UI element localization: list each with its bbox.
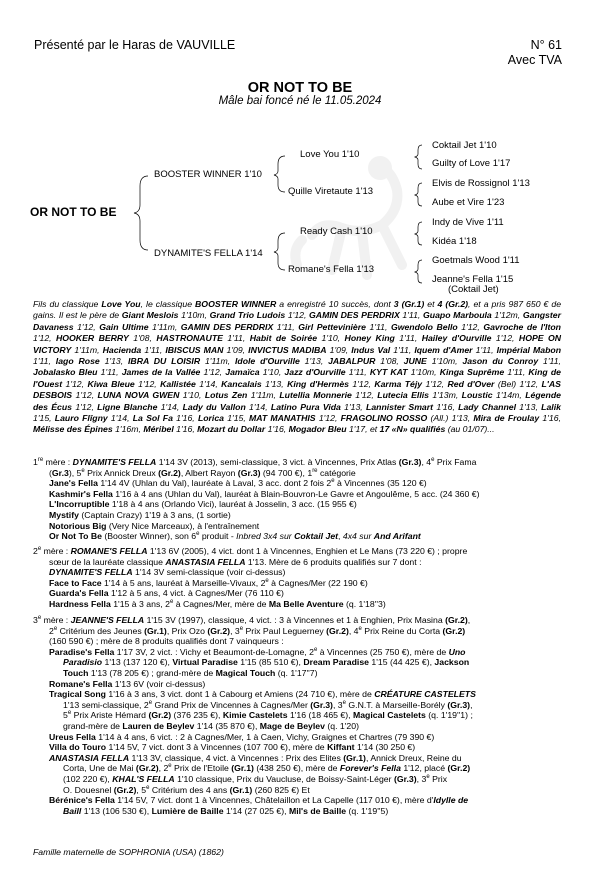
sire-name: BOOSTER WINNER 1'10	[154, 169, 262, 180]
dam-name: DYNAMITE'S FELLA 1'14	[154, 248, 263, 259]
dam-sire: Ready Cash 1'10	[300, 226, 373, 237]
dam-dam: Romane's Fella 1'13	[288, 264, 375, 275]
ancestor-dds: Goetmals Wood 1'11	[432, 255, 520, 266]
maternal-family: Famille maternelle de SOPHRONIA (USA) (1862)	[33, 847, 224, 857]
vat-label: Avec TVA	[507, 53, 562, 67]
pedigree-subject: OR NOT TO BE	[30, 205, 117, 219]
ancestor-dss: Indy de Vive 1'11	[432, 217, 504, 228]
horse-description: Mâle bai foncé né le 11.05.2024	[218, 95, 382, 107]
ancestor-sds: Elvis de Rossignol 1'13	[432, 178, 530, 189]
third-dam-section: 3e mère : JEANNE'S FELLA 1'15 3V (1997), classique, 4 vict. : 3 à Vincennes et 1 à Enghien, Prix Masina (Gr.2), 2e Critérium des Jeunes (Gr.1), Prix Ozo (Gr.2), 3e Prix Paul Leguerney (Gr.2), 4e Prix Reine du Corta (Gr.2) (160 590 €) ; mère de 8 produits qualifiés dont 7 vainqueurs : Paradise's Fella 1'17 3V, 2 vict. : Vichy et Beaumont-de-Lomagne, 2e à Vincennes (25 750 €), mère de Uno Paradisio 1'13 (137 120 €), Virtual Paradise 1'15 (85 510 €), Dream Paradise 1'15 (44 425 €), Jackson Touch 1'13 (78 205 €) ; grand-mère de Magical Touch (q. 1'17''7) Romane's Fella 1'13 6V (voir ci-dessus) Tragical Song 1'16 à 3 ans, 3 vict. dont 1 à Cabourg et Amiens (24 710 €), mère de CRÉATURE CASTELETS 1'13 semi-classique, 2e Grand Prix de Vincennes à Cagnes/Mer (Gr.3), 3e G.N.T. à Marseille-Borély (Gr.3), 5e Prix Ariste Hémard (Gr.2) (376 235 €), Kimie Castelets 1'16 (18 465 €), Magical Castelets (q. 1'19''1) ; grand-mère de Lauren de Beylev 1'14 (35 870 €), Mage de Beylev (q. 1'20) Ureus Fella 1'14 à 4 ans, 6 vict. : 2 à Cagnes/Mer, 1 à Caen, Vichy, Graignes et Chartres (79 390 €) Villa do Touro 1'14 5V, 7 vict. dont 3 à Vincennes (107 700 €), mère de Kiffant 1'14 (30 250 €) ANASTASIA FELLA 1'13 3V, classique, 4 vict. à Vincennes : Prix des Elites (Gr.1), Annick Dreux, Reine du Corta, Une de Mai (Gr.2), 2e Prix de l'Etoile (Gr.1) (438 250 €), mère de Forever's Fella 1'12, placé (Gr.2) (102 220 €), KHAL'S FELLA 1'10 classique, Prix du Vaucluse, de Boissy-Saint-Léger (Gr.3), 3e Prix O. Douesnel (Gr.2), 5e Critérium des 4 ans (Gr.1) (260 825 €) Et Bérénice's Fella 1'14 5V, 7 vict. dont 1 à Vincennes, Châtelaillon et La Capelle (117 010 €), mère d'Idylle de Baill 1'13 (106 530 €), Lumière de Baille 1'14 (27 025 €), Mil's de Baille (q. 1'19''5)	[33, 615, 476, 816]
ancestor-dsd: Kidéa 1'18	[432, 236, 477, 247]
ancestor-ssd: Guilty of Love 1'17	[432, 158, 511, 169]
ancestor-sss: Coktail Jet 1'10	[432, 140, 497, 151]
first-dam-section: 1re mère : DYNAMITE'S FELLA 1'14 3V (2013), semi-classique, 3 vict. à Vincennes, Prix Atlas (Gr.3), 4e Prix Fama (Gr.3), 5e Prix Annick Dreux (Gr.2), Albert Rayon (Gr.3) (94 700 €), 1re catégorie Jane's Fella 1'14 4V (Uhlan du Val), lauréate à Laval, 3 acc. dont 2 fois 2e à Vincennes (35 120 €) Kashmir's Fella 1'16 à 4 ans (Uhlan du Val), lauréat à Blain-Bouvron-Le Gavre et Angoulême, 5 acc. (24 360 €) L'Incorruptible 1'18 à 4 ans (Orlando Vici), lauréat à Josselin, 3 acc. (15 955 €) Mystify (Captain Crazy) 1'19 à 3 ans, (1 sortie) Notorious Big (Very Nice Marceaux), à l'entraînement Or Not To Be (Booster Winner), son 6e produit - Inbred 3x4 sur Coktail Jet, 4x4 sur And Arifant	[33, 457, 480, 542]
presenter-text: Présenté par le Haras de VAUVILLE	[34, 38, 236, 52]
lot-number: N° 61	[530, 38, 562, 52]
sire-description: Fils du classique Love You, le classique BOOSTER WINNER a enregistré 10 succès, dont 3 (Gr.1) et 4 (Gr.2), et a pris 987 650 € de gains. Il est le père de Giant Meslois 1'10m, Grand Trio Ludois 1'12, GAMIN DES PERDRIX 1'11, Guapo Marboula 1'12m, Gangster Davaness 1'12, Gain Ultime 1'11m, GAMIN DES PERDRIX 1'11, Girl Pettevinière 1'11, Gwendolo Bello 1'12, Gavroche de l'Iton 1'12, HOOKER BERRY 1'08, HASTRONAUTE 1'11, Habit de Soirée 1'10, Honey King 1'11, Hailey d'Ourville 1'12, HOPE ON VICTORY 1'11m, Hacienda 1'11, IBISCUS MAN 1'09, INVICTUS MADIBA 1'09, Indus Val 1'11, Iquem d'Amer 1'11, Impérial Mabon 1'11, Iago Rose 1'13, IBRA DU LOISIR 1'11m, Idole d'Ourville 1'13, JABALPUR 1'08, JUNE 1'10m, Jason du Conroy 1'11, Jobalasko Bleu 1'11, James de la Vallée 1'12, Jamaïca 1'10, Jazz d'Ourville 1'11, KYT KAT 1'10m, Kinga Suprême 1'11, King de l'Ouest 1'12, Kiwa Bleue 1'12, Kallistée 1'14, Kancalais 1'13, King d'Hermès 1'12, Karma Téjy 1'12, Red d'Over (Bel) 1'12, L'AS DESBOIS 1'12, LUNA NOVA GWEN 1'10, Lotus Zen 1'11m, Lutellia Monnerie 1'12, Lutecia Ellis 1'13m, Loustic 1'14m, Légende des Écus 1'12, Ligne Blanche 1'14, Lady du Vallon 1'14, Latino Pura Vida 1'13, Lannister Smart 1'16, Lady Channel 1'13, Lalik 1'15, Lauro Flîgny 1'14, La Sol Fa 1'16, Lorica 1'15, MAT MANATHIS 1'12, FRAGOLINO ROSSO (All.) 1'13, Mira de Froulay 1'16, Mélisse des Épines 1'16m, Méribel 1'16, Mozart du Dollar 1'16, Mogador Bleu 1'17, et 17 «N» qualifiés (au 01/07)...	[33, 299, 562, 435]
second-dam-section: 2e mère : ROMANE'S FELLA 1'13 6V (2005), 4 vict. dont 1 à Vincennes, Enghien et Le Mans (73 220 €) ; propre sœur de la lauréate classique ANASTASIA FELLA 1'13. Mère de 6 produits qualifiés sur 7 dont : DYNAMITE'S FELLA 1'14 3V semi-classique (voir ci-dessus) Face to Face 1'14 à 5 ans, lauréat à Marseille-Vivaux, 2e à Cagnes/Mer (22 190 €) Guarda's Fella 1'12 à 5 ans, 4 vict. à Cagnes/Mer (76 110 €) Hardness Fella 1'15 à 3 ans, 2e à Cagnes/Mer, mère de Ma Belle Aventure (q. 1'18''3)	[33, 546, 468, 609]
sire-sire: Love You 1'10	[300, 149, 360, 160]
ancestor-ddd: Jeanne's Fella 1'15	[432, 274, 514, 285]
ancestor-ddd-note: (Coktail Jet)	[448, 284, 499, 295]
pedigree-chart	[0, 0, 600, 300]
ancestor-sdd: Aube et Vire 1'23	[432, 197, 505, 208]
horse-name: OR NOT TO BE	[247, 80, 353, 96]
sire-dam: Quille Viretaute 1'13	[288, 186, 374, 197]
